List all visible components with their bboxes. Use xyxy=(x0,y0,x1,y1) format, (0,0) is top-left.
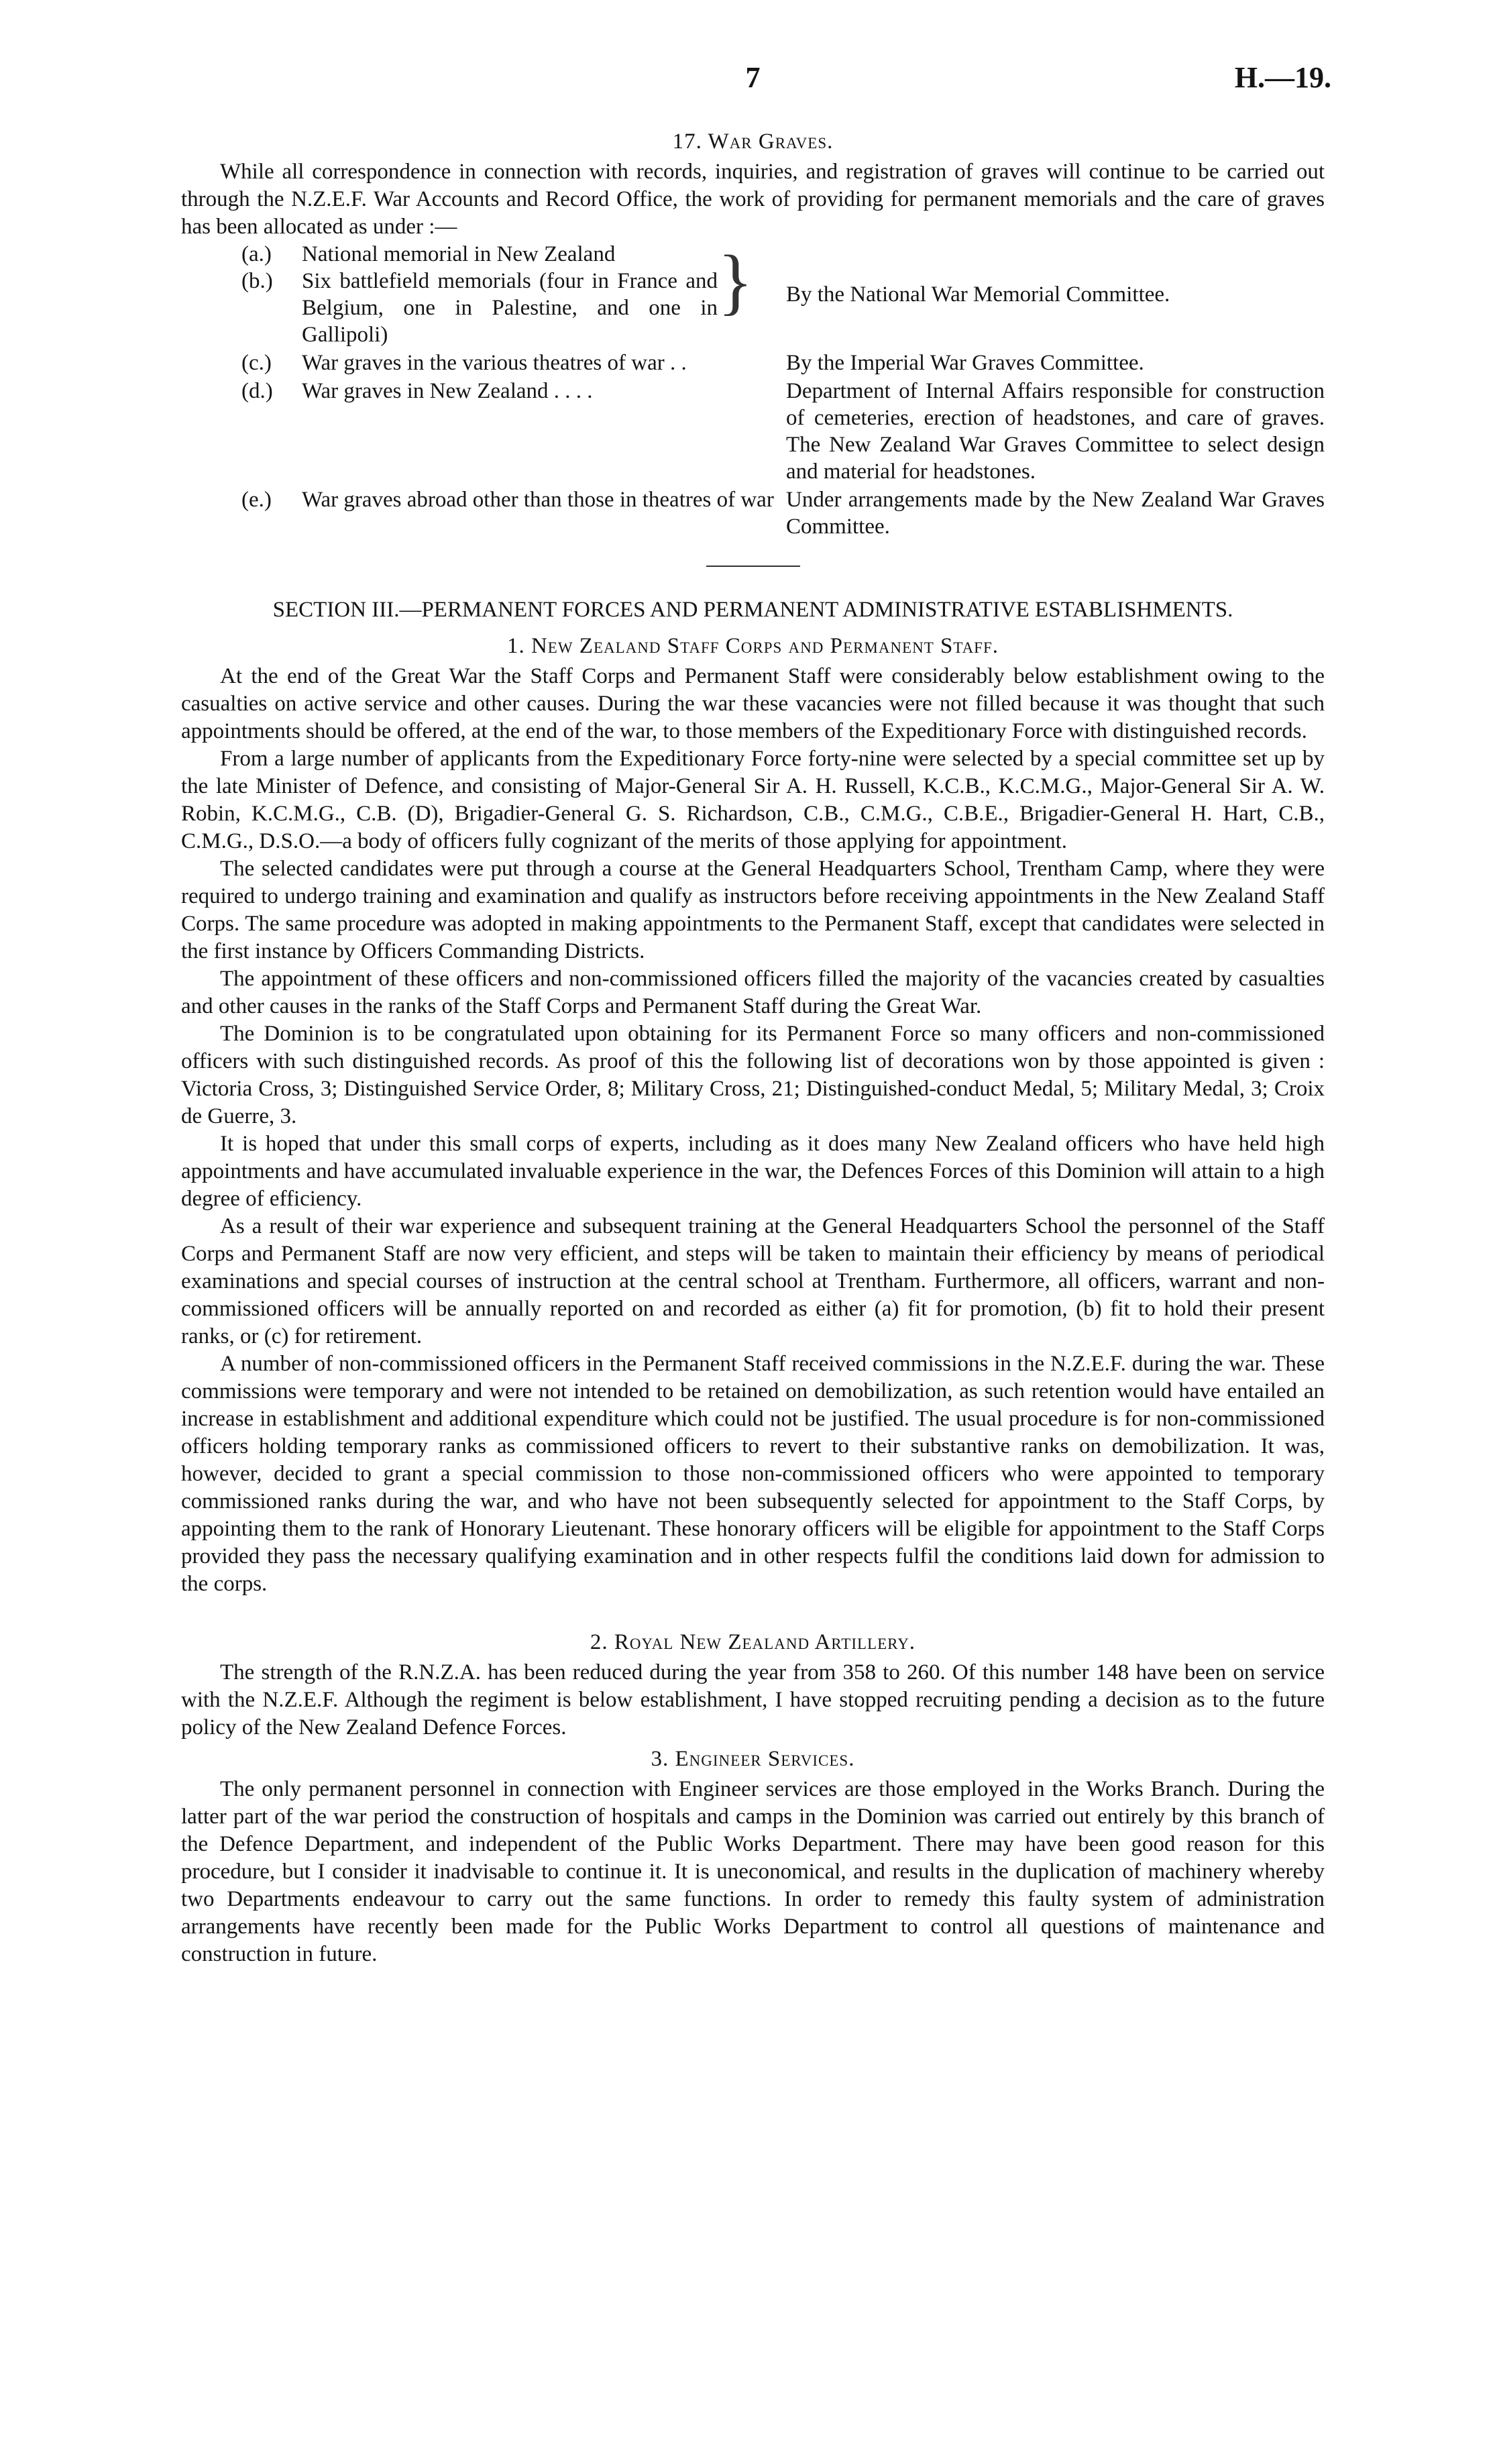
allocation-item-b: Six battlefield memorials (four in France and Belgium, one in Palestine, and one in Gallipoli) xyxy=(302,269,718,347)
staff-corps-paragraph: The Dominion is to be congratulated upon obtaining for its Permanent Force so many officers and non-commissioned officers with such distinguished records. As proof of this the following list of decorations won by those appointed is given : Victoria Cross, 3; Distinguished Service Order, 8; Military Cross, 21; Distinguished-conduct Medal, 5; Military Medal, 3; Croix de Guerre, 3. xyxy=(181,1022,1325,1128)
brace-symbol: } xyxy=(718,240,753,322)
allocation-authority-a-b: By the National War Memorial Committee. xyxy=(786,282,1170,307)
allocation-authority-d: Department of Internal Affairs responsible for construction of cemeteries, erection of headstones, and care of graves. The New Zealand War Graves Committee to select design and material for headstones. xyxy=(786,379,1325,484)
engineer-heading: 3. Engineer Services. xyxy=(651,1747,855,1771)
allocation-item-a: National memorial in New Zealand xyxy=(302,242,616,266)
document-reference: H.—19. xyxy=(1234,61,1331,94)
staff-corps-paragraph: It is hoped that under this small corps of experts, including as it does many New Zealand officers who have held high appointments and have accumulated invaluable experience in the war, the Defences Forces of this Dominion will attain to a high degree of efficiency. xyxy=(181,1132,1325,1211)
allocation-mark-b: (b.) xyxy=(241,269,273,293)
war-graves-intro: While all correspondence in connection with records, inquiries, and registration of graves will continue to be carried out through the N.Z.E.F. War Accounts and Record Office, the work of providing for permanent memorials and the care of graves has been allocated as under :— xyxy=(181,160,1325,239)
spacer xyxy=(181,1598,1325,1625)
allocation-row-d xyxy=(241,378,1325,485)
allocation-items xyxy=(302,241,718,348)
allocation-mark-e: (e.) xyxy=(241,488,272,512)
allocation-mark-c: (c.) xyxy=(241,351,272,375)
page-header xyxy=(181,61,1331,124)
allocation-row-c xyxy=(241,350,1325,376)
allocation-mark-a: (a.) xyxy=(241,242,272,266)
staff-corps-heading: 1. New Zealand Staff Corps and Permanent Staff. xyxy=(506,634,999,658)
staff-corps-paragraph: A number of non-commissioned officers in the Permanent Staff received commissions in the N.Z.E.F. during the war. These commissions were temporary and were not intended to be retained on demobilization, as such retention would have entailed an increase in establishment and additional expenditure which could not be justified. The usual procedure is for non-commissioned officers holding temporary ranks as commissioned officers to revert to their substantive ranks on demobilization. It was, however, decided to grant a special commission to those non-commissioned officers who were appointed to temporary commissioned ranks during the war, and who have not been subsequently selected for appointment to the Staff Corps, by appointing them to the rank of Honorary Lieutenant. These honorary officers will be eligible for appointment to the Staff Corps provided they pass the necessary qualifying examination and in other respects fulfil the conditions laid down for admission to the corps. xyxy=(181,1352,1325,1596)
allocation-item-d: War graves in New Zealand . . . . xyxy=(302,379,593,403)
allocation-marks xyxy=(241,241,302,348)
allocation-mark-d: (d.) xyxy=(241,379,273,403)
artillery-heading: 2. Royal New Zealand Artillery. xyxy=(590,1630,916,1654)
page-content xyxy=(181,61,1331,1968)
war-graves-heading: 17. War Graves. xyxy=(672,129,834,154)
engineer-paragraph: The only permanent personnel in connection with Engineer services are those employed in the Works Branch. During the latter part of the war period the construction of hospitals and camps in the Dominion was carried out entirely by this branch of the Defence Department, and independent of the Public Works Department. There may have been good reason for this procedure, but I consider it inadvisable to continue it. It is uneconomical, and results in the duplication of machinery whereby two Departments endeavour to carry out the same functions. In order to remedy this faulty system of administration arrangements have recently been made for the Public Works Department to control all questions of maintenance and construction in future. xyxy=(181,1777,1325,1966)
page-number: 7 xyxy=(745,61,761,94)
allocation-item-c: War graves in the various theatres of war . . xyxy=(302,351,687,375)
section-three-title: SECTION III.—PERMANENT FORCES AND PERMANENT ADMINISTRATIVE ESTABLISHMENTS. xyxy=(272,598,1233,622)
staff-corps-paragraph: The appointment of these officers and non-commissioned officers filled the majority of the vacancies created by casualties and other causes in the ranks of the Staff Corps and Permanent Staff during the Great War. xyxy=(181,967,1325,1018)
allocation-group-a-b xyxy=(241,241,1325,348)
artillery-paragraph: The strength of the R.N.Z.A. has been reduced during the year from 358 to 260. Of this number 148 have been on service with the N.Z.E.F. Although the regiment is below establishment, I have stopped recruiting pending a decision as to the future policy of the New Zealand Defence Forces. xyxy=(181,1660,1325,1739)
staff-corps-paragraph: As a result of their war experience and subsequent training at the General Headquarters School the personnel of the Staff Corps and Permanent Staff are now very efficient, and steps will be taken to maintain their efficiency by means of periodical examinations and special courses of instruction at the central school at Trentham. Furthermore, all officers, warrant and non-commissioned officers will be annually reported on and recorded as either (a) fit for promotion, (b) fit to hold their present ranks, or (c) for retirement. xyxy=(181,1214,1325,1348)
allocation-row-e xyxy=(241,486,1325,540)
section-divider xyxy=(706,566,800,567)
allocation-authority-e: Under arrangements made by the New Zealand War Graves Committee. xyxy=(786,488,1325,539)
allocation-authority-c: By the Imperial War Graves Committee. xyxy=(786,351,1144,375)
allocation-item-e: War graves abroad other than those in theatres of war xyxy=(302,488,774,512)
staff-corps-paragraph: From a large number of applicants from the Expeditionary Force forty-nine were selected by a special committee set up by the late Minister of Defence, and consisting of Major-General Sir A. H. Russell, K.C.B., K.C.M.G., Major-General Sir A. W. Robin, K.C.M.G., C.B. (D), Brigadier-General G. S. Richardson, C.B., C.M.G., C.B.E., Brigadier-General H. Hart, C.B., C.M.G., D.S.O.—a body of officers fully cognizant of the merits of those applying for appointment. xyxy=(181,747,1325,853)
staff-corps-paragraph: At the end of the Great War the Staff Corps and Permanent Staff were considerably below establishment owing to the casualties on active service and other causes. During the war these vacancies were not filled because it was thought that such appointments should be offered, at the end of the war, to those members of the Expeditionary Force with distinguished records. xyxy=(181,664,1325,743)
staff-corps-paragraph: The selected candidates were put through a course at the General Headquarters School, Trentham Camp, where they were required to undergo training and examination and qualify as instructors before receiving appointments in the New Zealand Staff Corps. The same procedure was adopted in making appointments to the Permanent Staff, except that candidates were selected in the first instance by Officers Commanding Districts. xyxy=(181,857,1325,963)
